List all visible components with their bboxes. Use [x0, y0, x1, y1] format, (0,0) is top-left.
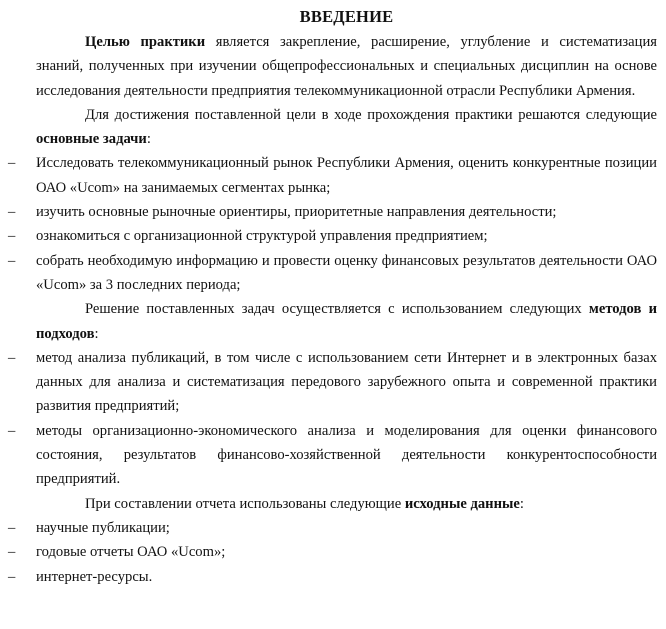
- bullet-dash: –: [8, 252, 16, 269]
- task-item-text: ознакомиться с организационной структурой управления предприятием;: [36, 228, 488, 245]
- methods-intro-paragraph: [36, 297, 657, 346]
- sources-intro-text: При составлении отчета использованы следующие: [85, 495, 405, 512]
- list-item: [8, 200, 657, 224]
- goal-paragraph: [36, 30, 657, 103]
- method-item-text: метод анализа публикаций, в том числе с использованием сети Интернет и в электронных базах данных для анализа и систематизация передового зарубежного опыта и современной практики развития предприятий;: [36, 349, 657, 415]
- task-item-text: собрать необходимую информацию и провести оценку финансовых результатов деятельности ОАО «Ucom» за 3 последних периода;: [36, 252, 657, 293]
- sources-label: исходные данные: [404, 495, 520, 512]
- list-item: [8, 151, 657, 200]
- methods-label: методов и подходов: [36, 301, 657, 342]
- goal-label: Целью практики: [85, 34, 206, 50]
- list-item: [8, 565, 657, 589]
- method-item-text: методы организационно-экономического анализа и моделирования для оценки финансового состояния, результатов финансово-хозяйственной деятельности конкурентоспособности предприятий.: [36, 422, 657, 488]
- bullet-dash: –: [8, 155, 16, 172]
- bullet-dash: –: [8, 422, 16, 439]
- bullet-dash: –: [8, 544, 16, 561]
- tasks-intro-paragraph: [36, 103, 657, 152]
- bullet-dash: –: [8, 568, 16, 585]
- sources-intro-end: :: [519, 495, 524, 512]
- list-item: [8, 346, 657, 419]
- bullet-dash: –: [8, 519, 16, 536]
- methods-intro-text: Решение поставленных задач осуществляется с использованием следующих: [85, 301, 589, 318]
- task-item-text: Исследовать телекоммуникационный рынок Республики Армения, оценить конкурентные позиции ОАО «Ucom» на занимаемых сегментах рынка;: [36, 155, 657, 196]
- source-item-text: годовые отчеты ОАО «Ucom»;: [36, 544, 226, 561]
- list-item: [8, 224, 657, 248]
- list-item: [8, 249, 657, 298]
- sources-intro-paragraph: [36, 492, 657, 516]
- bullet-dash: –: [8, 349, 16, 366]
- source-item-text: интернет-ресурсы.: [36, 568, 153, 585]
- tasks-intro-end: :: [146, 131, 151, 148]
- goal-text: является закрепление, расширение, углубление и систематизация знаний, полученных при изучении общепрофессиональных и специальных дисциплин на основе исследования деятельности предприятия телекоммуникационной отрасли Республики Армения.: [36, 34, 657, 99]
- list-item: [8, 516, 657, 540]
- tasks-intro-text: Для достижения поставленной цели в ходе прохождения практики решаются следующие: [85, 106, 657, 123]
- bullet-dash: –: [8, 204, 16, 221]
- source-item-text: научные публикации;: [36, 519, 170, 536]
- page-title: ВВЕДЕНИЕ: [299, 7, 394, 26]
- list-item: [8, 540, 657, 564]
- list-item: [8, 419, 657, 492]
- bullet-dash: –: [8, 228, 16, 245]
- methods-intro-end: :: [94, 325, 99, 342]
- task-item-text: изучить основные рыночные ориентиры, приоритетные направления деятельности;: [36, 204, 557, 221]
- tasks-label: основные задачи: [36, 131, 147, 148]
